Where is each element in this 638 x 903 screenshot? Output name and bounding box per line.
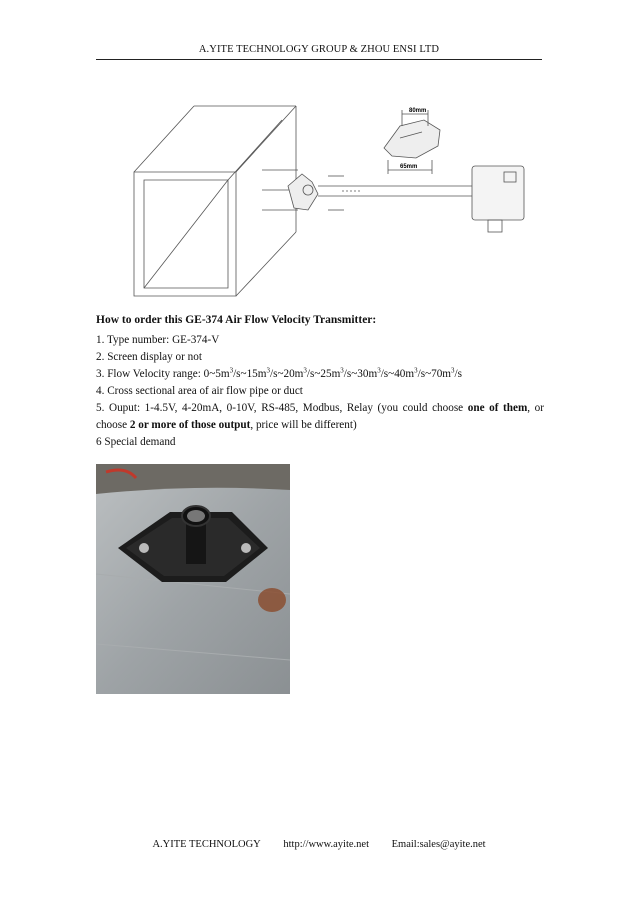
cubic-superscript: 3 [340,366,344,375]
duct-front-frame [134,172,236,296]
range-segment: /s~70m [417,368,452,380]
order-list [96,332,544,451]
cubic-superscript: 3 [451,366,455,375]
cubic-superscript: 3 [266,366,270,375]
range-values [204,368,462,380]
range-segment: 0~5m [203,368,230,380]
footer-email-link[interactable]: Email:sales@ayite.net [391,839,486,850]
dim-label-bottom: 65mm [400,164,418,170]
footer-website-link[interactable]: http://www.ayite.net [283,839,369,850]
cubic-superscript: 3 [377,366,381,375]
range-segment: /s~15m [233,368,267,380]
dim-label-top: 80mm [409,108,427,114]
header-divider [96,59,542,60]
installation-diagram [132,86,542,304]
cubic-superscript: 3 [229,366,234,375]
cubic-superscript: 3 [414,366,418,375]
product-photo [96,464,290,694]
list-item: 6 Special demand [96,436,176,448]
list-item-output: 5. Ouput: 1-4.5V, 4-20mA, 0-10V, RS-485, Modbus, Relay (you could choose one of them, or choose 2 or more of those output, price will be different) [96,402,544,431]
footer-company: A.YITE TECHNOLOGY [152,839,261,850]
list-item: 1. Type number: GE-374-V [96,334,220,346]
cubic-superscript: 3 [303,366,307,375]
range-segment: /s~30m [343,368,378,380]
range-segment: /s~20m [269,368,304,380]
range-segment: /s [454,368,462,380]
page-header: A.YITE TECHNOLOGY GROUP & ZHOU ENSI LTD [198,44,440,55]
order-section-title: How to order this GE-374 Air Flow Velocity Transmitter: [96,314,377,326]
range-segment: /s~40m [380,368,415,380]
list-item-range: 3. Flow Velocity range: $0\sim 5m^3/s\sim 15m^3/s\sim 20m^3/s\sim 25m^3/s\sim 30m^3/s\sim 40m^3/s\sim 70m^3/s$ [96,366,462,380]
list-item: 2. Screen display or not [96,351,202,363]
range-segment: /s~25m [306,368,341,380]
list-item: 4. Cross sectional area of air flow pipe or duct [96,385,303,397]
page-footer [96,839,542,850]
